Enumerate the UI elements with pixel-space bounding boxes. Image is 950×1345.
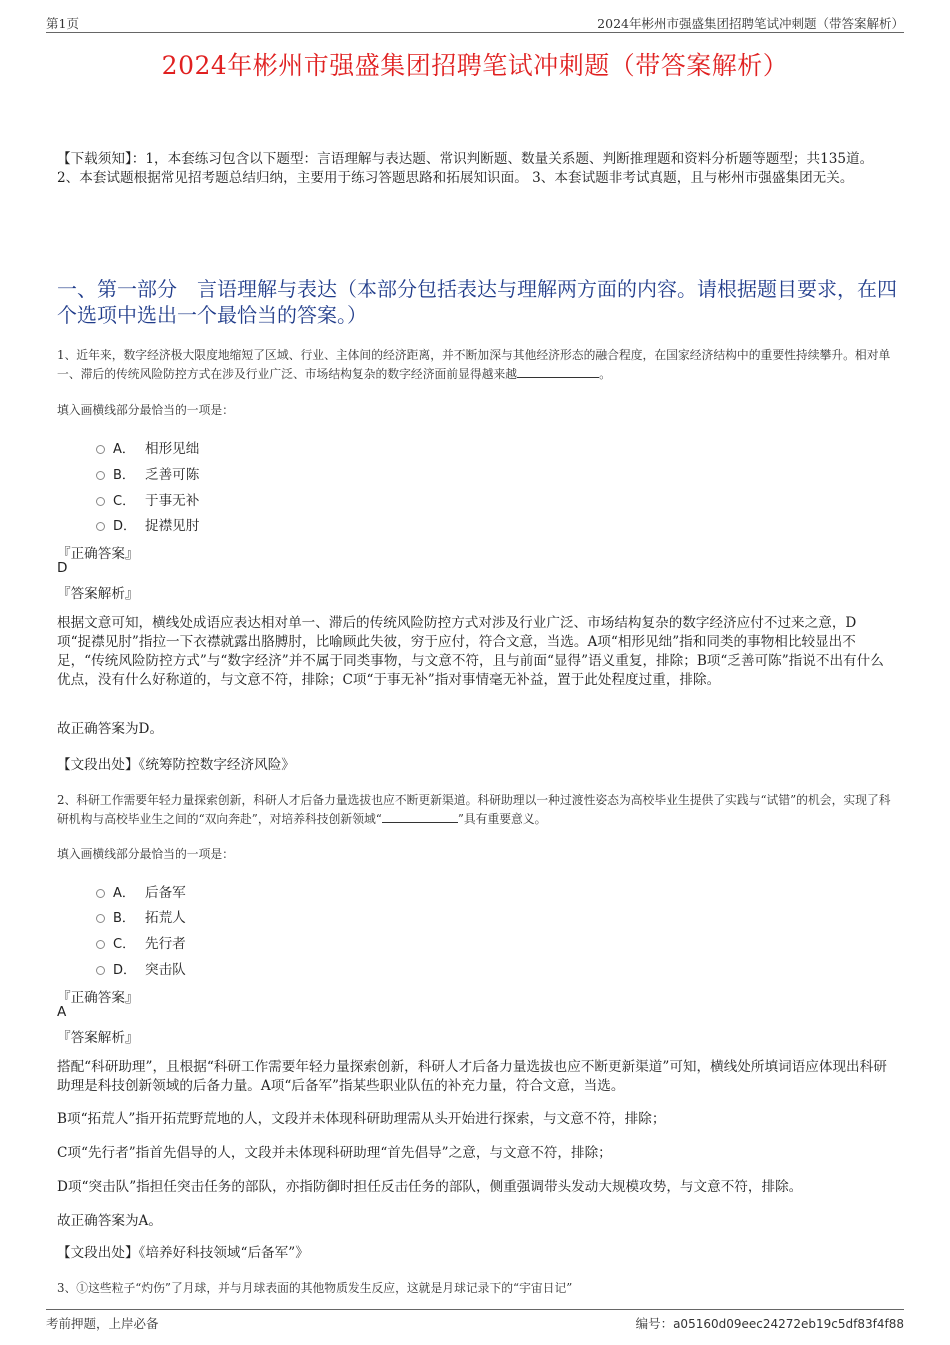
question-1-stem-text: 1、近年来，数字经济极大限度地缩短了区域、行业、主体间的经济距离，并不断加深与其他经济形态的融合程度，在国家经济结构中的重要性持续攀升。相对单一、滞后的传统风险防控方式在涉及行业广泛、市场结构复杂的数字经济面前显得越来越 bbox=[57, 348, 891, 381]
question-1-option-d[interactable] bbox=[96, 514, 199, 534]
radio-icon[interactable] bbox=[96, 966, 105, 975]
question-1-analysis: 根据文意可知，横线处成语应表达相对单一、滞后的传统风险防控方式对涉及行业广泛、市场结构复杂的数字经济应付不过来之意，D项“捉襟见肘”指拉一下衣襟就露出胳膊肘，比喻顾此失彼，穷于应付，符合文意，当选。A项“相形见绌”指和同类的事物相比较显出不足，“传统风险防控方式”与“数字经济”并不属于同类事物，与文意不符，且与前面“显得”语义重复，排除；B项“乏善可陈”指说不出有什么优点，没有什么好称道的，与文意不符，排除；C项“于事无补”指对事情毫无补益，置于此处程度过重，排除。 bbox=[57, 615, 884, 688]
radio-icon[interactable] bbox=[96, 940, 105, 949]
option-letter: C． bbox=[113, 936, 136, 952]
question-1-source: 【文段出处】《统筹防控数字经济风险》 bbox=[57, 757, 295, 773]
question-1-stem bbox=[57, 346, 897, 384]
question-2-source: 【文段出处】《培养好科技领域“后备军”》 bbox=[57, 1245, 309, 1261]
footer-code-value: a05160d09eec24272eb19c5df83f4f88 bbox=[673, 1317, 904, 1331]
question-1-option-c[interactable] bbox=[96, 489, 199, 509]
header-doc-title: 2024年彬州市强盛集团招聘笔试冲刺题（带答案解析） bbox=[597, 16, 904, 31]
download-notice: 【下载须知】：1，本套练习包含以下题型：言语理解与表达题、常识判断题、数量关系题、判断推理题和资料分析题等题型；共135道。 2、本套试题根据常见招考题总结归纳，主要用于练习答题思路和拓展知识面。 3、本套试题非考试真题，且与彬州市强盛集团无关。 bbox=[57, 151, 874, 186]
question-2-answer: A bbox=[57, 1004, 67, 1020]
footer-slogan: 考前押题，上岸必备 bbox=[46, 1316, 159, 1331]
option-text: 乏善可陈 bbox=[145, 467, 200, 483]
option-letter: C． bbox=[113, 493, 136, 509]
question-1-option-a[interactable] bbox=[96, 437, 199, 457]
option-text: 相形见绌 bbox=[145, 441, 200, 457]
header-divider bbox=[46, 32, 904, 33]
question-2-analysis-1: 搭配“科研助理”，且根据“科研工作需要年轻力量探索创新，科研人才后备力量选拔也应不断更新渠道”可知，横线处所填词语应体现出科研助理是科技创新领域的后备力量。A项“后备军”指某些职业队伍的补充力量，符合文意，当选。 bbox=[57, 1059, 887, 1094]
footer-code-label: 编号： bbox=[635, 1316, 674, 1331]
question-2-analysis-4: D项“突击队”指担任突击任务的部队，亦指防御时担任反击任务的部队，侧重强调带头发动大规模攻势，与文意不符，排除。 bbox=[57, 1179, 803, 1195]
radio-icon[interactable] bbox=[96, 914, 105, 923]
question-2-stem-end: ”具有重要意义。 bbox=[457, 812, 547, 826]
question-1-answer: D bbox=[57, 560, 68, 576]
radio-icon[interactable] bbox=[96, 497, 105, 506]
question-2-option-c[interactable] bbox=[96, 932, 186, 952]
option-text: 捉襟见肘 bbox=[145, 518, 200, 534]
option-letter: A． bbox=[113, 441, 135, 457]
page-title: 2024年彬州市强盛集团招聘笔试冲刺题（带答案解析） bbox=[161, 51, 789, 80]
option-text: 后备军 bbox=[145, 885, 186, 901]
option-letter: D． bbox=[113, 518, 137, 534]
footer-code bbox=[636, 1314, 904, 1332]
option-text: 先行者 bbox=[145, 936, 186, 952]
radio-icon[interactable] bbox=[96, 522, 105, 531]
question-2-option-a[interactable] bbox=[96, 881, 186, 901]
option-text: 突击队 bbox=[145, 962, 186, 978]
question-1-stem-end: 。 bbox=[599, 367, 611, 381]
question-3-stem: 3、①这些粒子“灼伤”了月球，并与月球表面的其他物质发生反应，这就是月球记录下的“宇宙日记” bbox=[57, 1281, 573, 1295]
radio-icon[interactable] bbox=[96, 889, 105, 898]
section-heading: 一、第一部分 言语理解与表达（本部分包括表达与理解两方面的内容。请根据题目要求，在四个选项中选出一个最恰当的答案。） bbox=[57, 277, 897, 327]
question-2-analysis-label: 『答案解析』 bbox=[57, 1030, 139, 1046]
question-1-prompt: 填入画横线部分最恰当的一项是： bbox=[57, 403, 234, 417]
question-2-analysis-2: B项“拓荒人”指开拓荒野荒地的人，文段并未体现科研助理需从头开始进行探索，与文意不符，排除； bbox=[57, 1111, 666, 1127]
question-2-prompt: 填入画横线部分最恰当的一项是： bbox=[57, 847, 234, 861]
question-1-option-b[interactable] bbox=[96, 463, 199, 483]
page-number: 第1页 bbox=[46, 16, 79, 31]
question-2-analysis-3: C项“先行者”指首先倡导的人，文段并未体现科研助理“首先倡导”之意，与文意不符，排除； bbox=[57, 1145, 612, 1161]
option-letter: A． bbox=[113, 885, 135, 901]
question-2-answer-label: 『正确答案』 bbox=[57, 990, 139, 1006]
question-1-analysis-label: 『答案解析』 bbox=[57, 586, 139, 602]
question-2-stem-text: 2、科研工作需要年轻力量探索创新，科研人才后备力量选拔也应不断更新渠道。科研助理以一种过渡性姿态为高校毕业生提供了实践与“试错”的机会，实现了科研机构与高校毕业生之间的“双向奔赴”，对培养科技创新领域“ bbox=[57, 793, 891, 826]
radio-icon[interactable] bbox=[96, 471, 105, 480]
option-letter: D． bbox=[113, 962, 137, 978]
option-letter: B． bbox=[113, 467, 135, 483]
question-1-conclusion: 故正确答案为D。 bbox=[57, 721, 164, 737]
question-2-option-d[interactable] bbox=[96, 958, 186, 978]
question-2-blank bbox=[382, 810, 458, 823]
question-2-stem bbox=[57, 791, 897, 829]
option-text: 拓荒人 bbox=[145, 910, 186, 926]
footer-divider bbox=[46, 1309, 904, 1310]
question-2-option-b[interactable] bbox=[96, 906, 186, 926]
question-2-conclusion: 故正确答案为A。 bbox=[57, 1213, 162, 1229]
option-letter: B． bbox=[113, 910, 135, 926]
question-1-answer-label: 『正确答案』 bbox=[57, 546, 139, 562]
option-text: 于事无补 bbox=[145, 493, 200, 509]
radio-icon[interactable] bbox=[96, 445, 105, 454]
question-1-blank bbox=[517, 365, 599, 378]
